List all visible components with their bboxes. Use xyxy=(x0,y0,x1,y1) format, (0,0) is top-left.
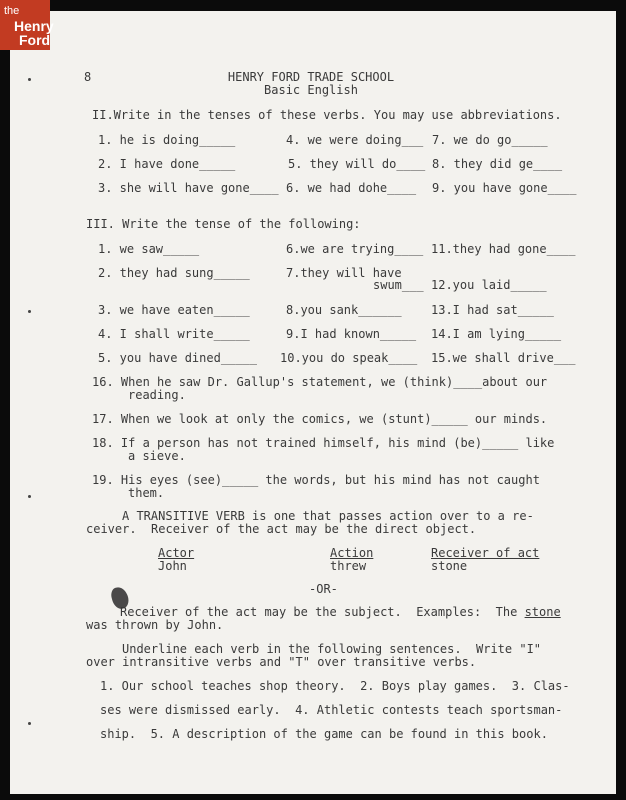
column-heading-action: Action xyxy=(330,546,374,560)
exercise-item: 4. we were doing___ xyxy=(286,133,424,147)
exercise-item: 4. I shall write_____ xyxy=(98,327,250,341)
document-page xyxy=(10,11,616,794)
definition-line: A TRANSITIVE VERB is one that passes action over to a re- xyxy=(122,509,534,523)
example-line: Receiver of the act may be the subject. Examples: The stone xyxy=(120,605,561,619)
exercise-item: swum___ xyxy=(373,278,424,292)
sentence-line: 19. His eyes (see)_____ the words, but his mind has not caught xyxy=(92,473,540,487)
exercise-sentence: ship. 5. A description of the game can be found in this book. xyxy=(100,727,548,741)
or-separator: -OR- xyxy=(309,582,338,596)
exercise-item: 2. I have done_____ xyxy=(98,157,236,171)
sentence-line: them. xyxy=(128,486,165,500)
exercise-item: 5. you have dined_____ xyxy=(98,351,257,365)
exercise-item: 3. she will have gone____ xyxy=(98,181,279,195)
exercise-item: 8.you sank______ xyxy=(286,303,402,317)
exercise-item: 15.we shall drive___ xyxy=(431,351,576,365)
exercise-item: 5. they will do____ xyxy=(288,157,426,171)
sentence-line: 16. When he saw Dr. Gallup's statement, we (think)____about our xyxy=(92,375,548,389)
exercise-item: 2. they had sung_____ xyxy=(98,266,250,280)
exercise-item: 6. we had dohe____ xyxy=(286,181,417,195)
exercise-item: 9.I had known_____ xyxy=(286,327,417,341)
sentence-line: 17. When we look at only the comics, we (stunt)_____ our minds. xyxy=(92,412,548,426)
instruction-line: Underline each verb in the following sentences. Write "I" xyxy=(122,642,542,656)
exercise-item: 7. we do go_____ xyxy=(432,133,548,147)
exercise-item: 1. we saw_____ xyxy=(98,242,200,256)
definition-line: ceiver. Receiver of the act may be the direct object. xyxy=(86,522,477,536)
exercise-sentence: ses were dismissed early. 4. Athletic contests teach sportsman- xyxy=(100,703,563,717)
exercise-sentence: 1. Our school teaches shop theory. 2. Boys play games. 3. Clas- xyxy=(100,679,570,693)
exercise-item: 1. he is doing_____ xyxy=(98,133,236,147)
exercise-item: 3. we have eaten_____ xyxy=(98,303,250,317)
column-heading-receiver: Receiver of act xyxy=(431,546,540,560)
course-title: Basic English xyxy=(264,83,358,97)
margin-mark xyxy=(28,495,31,498)
column-value-actor: John xyxy=(158,559,187,573)
exercise-item: 11.they had gone____ xyxy=(431,242,576,256)
exercise-item: 8. they did ge____ xyxy=(432,157,563,171)
column-heading-actor: Actor xyxy=(158,546,195,560)
instruction-line: over intransitive verbs and "T" over transitive verbs. xyxy=(86,655,477,669)
sentence-line: reading. xyxy=(128,388,186,402)
sentence-line: 18. If a person has not trained himself, his mind (be)_____ like xyxy=(92,436,555,450)
exercise-item: 14.I am lying_____ xyxy=(431,327,562,341)
column-value-receiver: stone xyxy=(431,559,468,573)
exercise-item: 13.I had sat_____ xyxy=(431,303,554,317)
sentence-line: a sieve. xyxy=(128,449,186,463)
exercise-item: 7.they will have xyxy=(286,266,402,280)
example-line: was thrown by John. xyxy=(86,618,224,632)
exercise-item: 10.you do speak____ xyxy=(280,351,418,365)
section-3-instruction: III. Write the tense of the following: xyxy=(86,217,361,231)
exercise-item: 6.we are trying____ xyxy=(286,242,424,256)
margin-mark xyxy=(28,78,31,81)
column-value-action: threw xyxy=(330,559,367,573)
margin-mark xyxy=(28,722,31,725)
exercise-item: 9. you have gone____ xyxy=(432,181,577,195)
page-number: 8 xyxy=(84,70,92,84)
school-title: HENRY FORD TRADE SCHOOL xyxy=(227,70,395,84)
section-2-instruction: II.Write in the tenses of these verbs. You may use abbreviations. xyxy=(92,108,562,122)
margin-mark xyxy=(28,310,31,313)
exercise-item: 12.you laid_____ xyxy=(431,278,547,292)
henry-ford-logo: the Henry Ford xyxy=(0,0,50,50)
